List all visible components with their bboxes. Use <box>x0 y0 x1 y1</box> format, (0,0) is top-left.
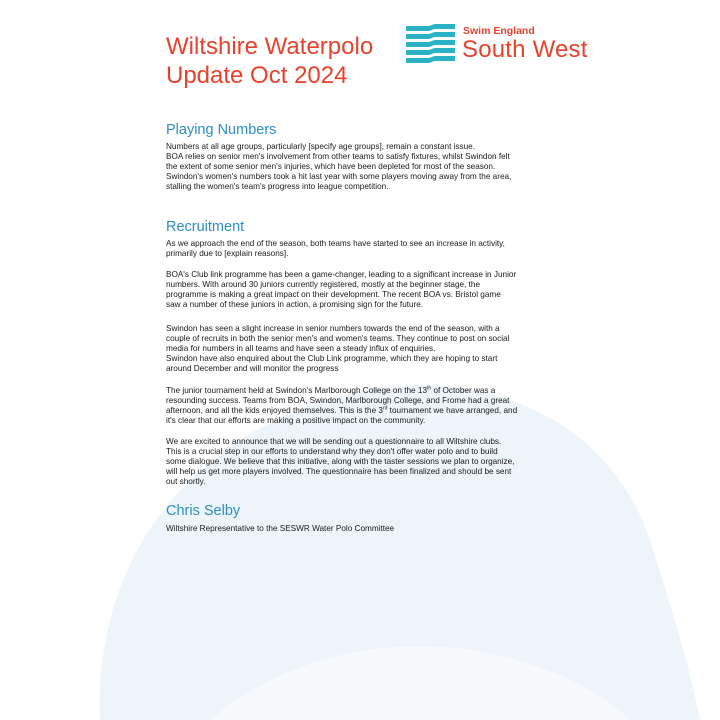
text-line: out shortly. <box>166 477 206 487</box>
text-line: media for numbers in all teams and have seen a steady influx of enquiries. <box>166 344 436 354</box>
text-line: the extent of some senior men's injuries, which have been depleted for most of the season. <box>166 162 496 172</box>
text-fragment: The junior tournament held at Swindon's Marlborough College on the 13 <box>166 386 427 395</box>
text-line: resounding success. Teams from BOA, Swindon, Marlborough College, and Frome had a great <box>166 396 510 406</box>
text-line: some dialogue. We believe that this initiative, along with the taster sessions we plan to organize, <box>166 457 515 467</box>
text-line: As we approach the end of the season, both teams have started to see an increase in activity, <box>166 239 505 248</box>
text-line: around December and will monitor the progress <box>166 364 339 374</box>
title-line-2: Update Oct 2024 <box>166 62 348 89</box>
recruitment-paragraph-5 <box>166 437 596 487</box>
logo-main-text: South West <box>462 36 588 63</box>
text-line: primarily due to [explain reasons]. <box>166 249 289 259</box>
text-line: stalling the women's team's progress into league competition. <box>166 182 389 192</box>
swim-england-south-west-logo <box>404 20 604 70</box>
signature-name: Chris Selby <box>166 503 241 519</box>
recruitment-paragraph-2 <box>166 270 596 310</box>
recruitment-paragraph-3 <box>166 324 596 374</box>
text-fragment: tournament we have arranged, and <box>387 406 518 416</box>
text-line: programme is making a great impact on their development. The recent BOA vs. Bristol game <box>166 290 501 300</box>
signature-role: Wiltshire Representative to the SESWR Water Polo Committee <box>166 524 395 533</box>
text-line: Numbers at all age groups, particularly [specify age groups], remain a constant issue. <box>166 142 476 151</box>
document-title <box>166 32 373 90</box>
text-line <box>166 406 596 416</box>
logo-top-text: Swim England <box>463 25 535 37</box>
text-line: We are excited to announce that we will be sending out a questionnaire to all Wiltshire clubs. <box>166 437 502 446</box>
title-line-1: Wiltshire Waterpolo <box>166 33 374 60</box>
text-line: BOA relies on senior men's involvement from other teams to satisfy fixtures, whilst Swindon felt <box>166 152 510 162</box>
recruitment-paragraph-4 <box>166 386 596 426</box>
text-line: it's clear that our efforts are making a positive impact on the community. <box>166 416 426 426</box>
recruitment-paragraph-1 <box>166 239 596 259</box>
ordinal-suffix: rd <box>382 405 388 412</box>
text-line: numbers. With around 30 juniors currently registered, mostly at the beginner stage, the <box>166 280 481 290</box>
heading-playing-numbers: Playing Numbers <box>166 122 277 138</box>
text-line: Swindon has seen a slight increase in senior numbers towards the end of the season, with a <box>166 324 500 333</box>
text-line: couple of recruits in both the senior men's and women's teams. They continue to post on social <box>166 334 510 344</box>
text-line <box>166 386 596 396</box>
heading-recruitment: Recruitment <box>166 219 245 235</box>
text-line: BOA's Club link programme has been a game-changer, leading to a significant increase in Junior <box>166 270 517 279</box>
text-line: will help us get more players involved. The questionnaire has been finalized and should be sent <box>166 467 512 477</box>
text-line: This is a crucial step in our efforts to understand why they don't offer water polo and to build <box>166 447 498 457</box>
ordinal-suffix: th <box>427 385 432 392</box>
text-line: saw a number of these juniors in action, a promising sign for the future. <box>166 300 424 310</box>
text-fragment: afternoon, and all the kids enjoyed themselves. This is the 3 <box>166 406 383 416</box>
text-fragment: of October was a <box>431 386 496 395</box>
logo-wave-mark-icon <box>404 20 460 70</box>
playing-numbers-paragraph <box>166 142 596 192</box>
text-line: Swindon's women's numbers took a hit last year with some players moving away from the area, <box>166 172 512 182</box>
text-line: Swindon have also enquired about the Club Link programme, which they are hoping to start <box>166 354 498 364</box>
